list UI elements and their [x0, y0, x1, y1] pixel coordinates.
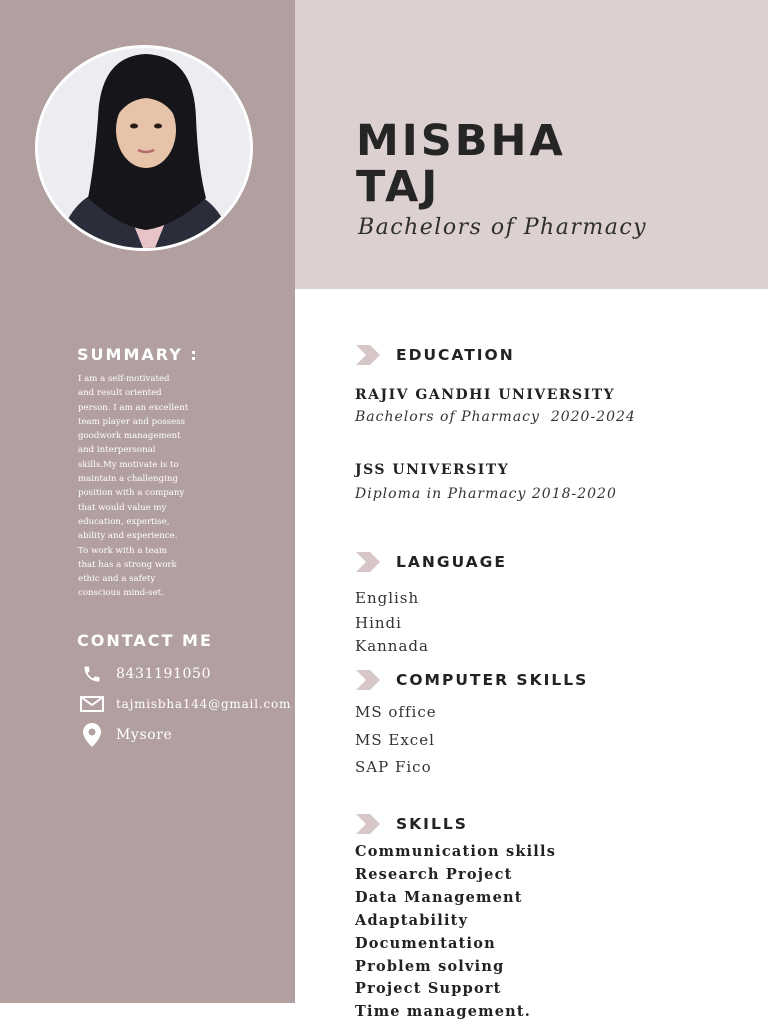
contact-email[interactable]	[80, 693, 291, 715]
profile-photo	[35, 45, 253, 251]
language-section-heading	[356, 551, 507, 573]
summary-line: that has a strong work	[78, 559, 177, 570]
chevron-right-icon	[356, 670, 382, 690]
skills-section-heading	[356, 813, 468, 835]
candidate-title: Bachelors of Pharmacy	[358, 215, 648, 240]
language-item: Kannada	[355, 637, 429, 655]
map-pin-icon	[80, 724, 104, 746]
language-heading: LANGUAGE	[396, 553, 507, 571]
summary-line: person. I am an excellent	[78, 402, 189, 413]
last-name: TAJ	[356, 162, 441, 212]
language-item: English	[355, 589, 420, 607]
computer-skill-item: MS office	[355, 703, 437, 721]
skill-item: Documentation	[355, 935, 496, 952]
summary-line: maintain a challenging	[78, 474, 178, 485]
education-section-heading	[356, 344, 515, 366]
summary-text	[78, 372, 218, 601]
summary-line: and interpersonal	[78, 445, 156, 456]
computer-skill-item: MS Excel	[355, 731, 435, 749]
skill-item: Data Management	[355, 889, 523, 906]
education-detail: Bachelors of Pharmacy 2020-2024	[355, 409, 636, 425]
email-address: tajmisbha144@gmail.com	[116, 697, 292, 711]
first-name: MISBHA	[356, 116, 566, 166]
summary-line: goodwork management	[78, 431, 181, 442]
phone-icon	[80, 663, 104, 685]
summary-line: To work with a team	[78, 545, 168, 556]
computer-skills-heading: COMPUTER SKILLS	[396, 671, 589, 689]
contact-location	[80, 724, 172, 746]
education-detail: Diploma in Pharmacy 2018-2020	[355, 486, 617, 502]
language-item: Hindi	[355, 614, 402, 632]
summary-line: position with a company	[78, 488, 185, 499]
computer-skills-section-heading	[356, 669, 588, 691]
summary-line: I am a self-motivated	[78, 374, 170, 384]
contact-heading: CONTACT ME	[77, 631, 213, 650]
summary-line: ability and experience.	[78, 531, 178, 542]
envelope-icon	[80, 693, 104, 715]
summary-line: education, expertise,	[78, 516, 170, 527]
skill-item: Time management.	[355, 1003, 532, 1020]
candidate-name	[356, 118, 566, 210]
chevron-right-icon	[356, 552, 382, 572]
summary-line: that would value my	[78, 502, 167, 513]
phone-number: 8431191050	[116, 666, 212, 682]
skill-item: Project Support	[355, 980, 502, 997]
education-school: RAJIV GANDHI UNIVERSITY	[355, 387, 616, 403]
chevron-right-icon	[356, 814, 382, 834]
skill-item: Adaptability	[355, 912, 469, 929]
chevron-right-icon	[356, 345, 382, 365]
summary-heading: SUMMARY :	[77, 345, 199, 364]
contact-phone[interactable]	[80, 663, 211, 685]
summary-line: skills.My motivate is to	[78, 459, 179, 470]
summary-line: and result oriented	[78, 388, 162, 399]
summary-line: team player and possess	[78, 416, 185, 427]
skill-item: Communication skills	[355, 843, 557, 860]
skill-item: Research Project	[355, 866, 513, 883]
computer-skill-item: SAP Fico	[355, 758, 432, 776]
skill-item: Problem solving	[355, 958, 505, 975]
summary-line: ethic and a safety	[78, 574, 156, 585]
summary-line: conscious mind-set.	[78, 588, 164, 599]
education-heading: EDUCATION	[396, 346, 515, 364]
location-text: Mysore	[116, 727, 173, 743]
skills-heading: SKILLS	[396, 815, 468, 833]
education-school: JSS UNIVERSITY	[355, 462, 510, 478]
